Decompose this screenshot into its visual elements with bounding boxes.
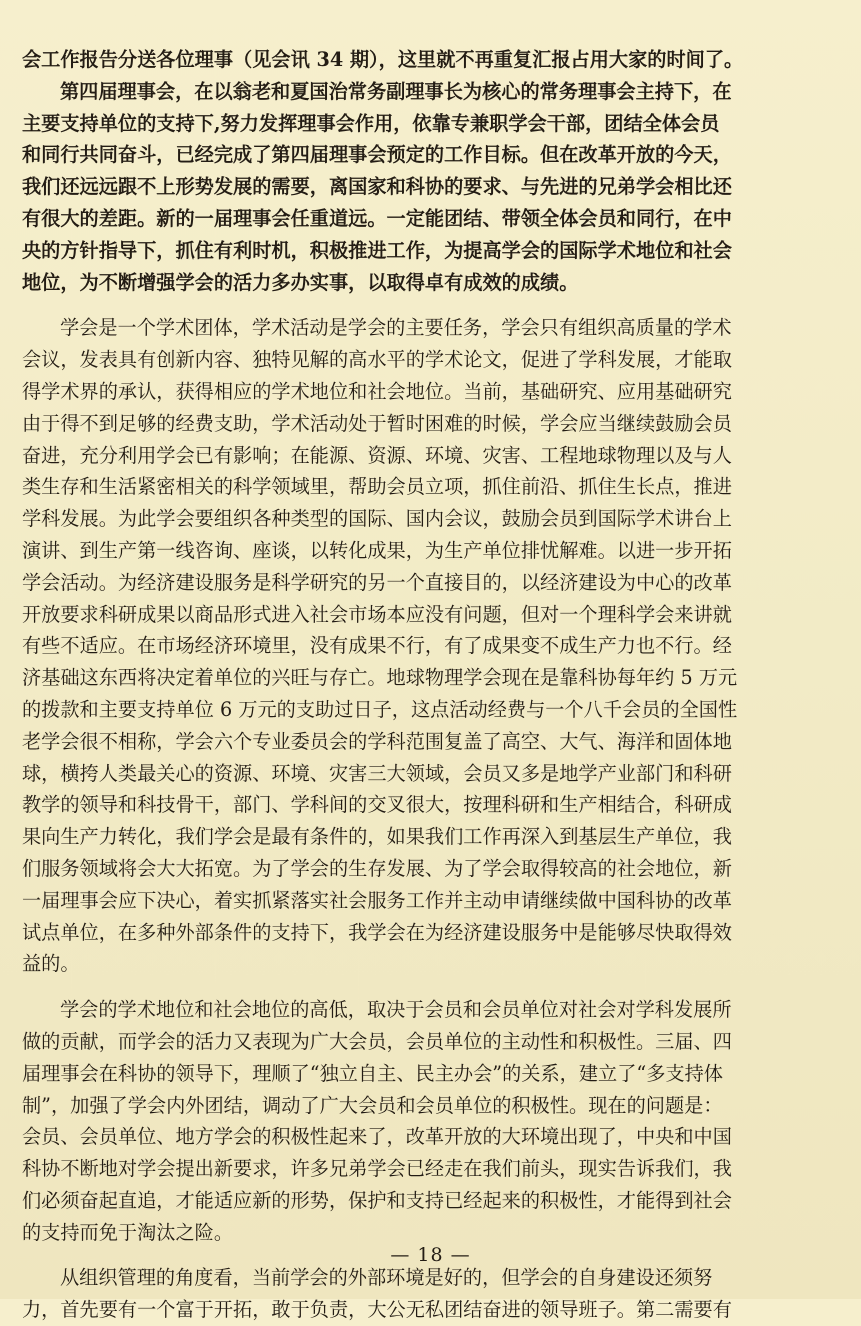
paragraph-member-initiative xyxy=(22,994,825,1248)
text-line: 央的方针指导下，抓住有利时机，积极推进工作，为提高学会的国际学术地位和社会 xyxy=(22,238,732,262)
text-line: 学会的学术地位和社会地位的高低，取决于会员和会员单位对社会对学科发展所 xyxy=(60,998,732,1022)
text-line: 得学术界的承认，获得相应的学术地位和社会地位。当前，基础研究、应用基础研究 xyxy=(22,379,732,403)
text-line: 主要支持单位的支持下,努力发挥理事会作用，依靠专兼职学会干部，团结全体会员 xyxy=(22,111,720,135)
text-line: 和同行共同奋斗，已经完成了第四届理事会预定的工作目标。但在改革开放的今天， xyxy=(22,143,732,167)
text-line: 第四届理事会，在以翁老和夏国治常务副理事长为核心的常务理事会主持下，在 xyxy=(60,79,732,103)
text-line: 会工作报告分送各位理事（见会讯 34 期），这里就不再重复汇报占用大家的时间了。 xyxy=(22,48,744,71)
text-line: 学科发展。为此学会要组织各种类型的国际、国内会议，鼓励会员到国际学术讲台上 xyxy=(22,507,732,531)
text-line: 做的贡献，而学会的活力又表现为广大会员，会员单位的主动性和积极性。三届、四 xyxy=(22,1029,732,1053)
text-line: 由于得不到足够的经费支助，学术活动处于暂时困难的时候，学会应当继续鼓励会员 xyxy=(22,411,732,435)
text-line: 会员、会员单位、地方学会的积极性起来了，改革开放的大环境出现了，中央和中国 xyxy=(22,1125,732,1149)
paragraph-organization-management xyxy=(22,1262,825,1326)
text-line: 科协不断地对学会提出新要求，许多兄弟学会已经走在我们前头，现实告诉我们，我 xyxy=(22,1157,732,1181)
text-line: 学会活动。为经济建设服务是科学研究的另一个直接目的，以经济建设为中心的改革 xyxy=(22,570,732,594)
text-line: 的支持而免于淘汰之险。 xyxy=(22,1220,234,1244)
text-line: 类生存和生活紧密相关的科学领域里，帮助会员立项，抓住前沿、抓住生长点，推进 xyxy=(22,475,732,499)
text-line: 们服务领域将会大大拓宽。为了学会的生存发展、为了学会取得较高的社会地位，新 xyxy=(22,856,732,880)
text-line: 开放要求科研成果以商品形式进入社会市场本应没有问题，但对一个理科学会来讲就 xyxy=(22,602,732,626)
text-line: 一届理事会应下决心，着实抓紧落实社会服务工作并主动申请继续做中国科协的改革 xyxy=(22,888,732,912)
text-line: 制”，加强了学会内外团结，调动了广大会员和会员单位的积极性。现在的问题是： xyxy=(22,1093,723,1117)
text-line: 地位，为不断增强学会的活力多办实事，以取得卓有成效的成绩。 xyxy=(22,270,579,294)
text-line: 老学会很不相称，学会六个专业委员会的学科范围复盖了高空、大气、海洋和固体地 xyxy=(22,729,732,753)
text-line: 届理事会在科协的领导下，理顺了“独立自主、民主办会”的关系，建立了“多支持体 xyxy=(22,1061,723,1085)
text-line: 从组织管理的角度看，当前学会的外部环境是好的，但学会的自身建设还须努 xyxy=(60,1266,713,1290)
paragraph-council-summary xyxy=(22,44,825,298)
text-line: 奋进，充分利用学会已有影响；在能源、资源、环境、灾害、工程地球物理以及与人 xyxy=(22,443,732,467)
text-line: 试点单位，在多种外部条件的支持下，我学会在为经济建设服务中是能够尽快取得效 xyxy=(22,920,732,944)
text-line: 济基础这东西将决定着单位的兴旺与存亡。地球物理学会现在是靠科协每年约 5 万元 xyxy=(22,666,738,690)
text-line: 我们还远远跟不上形势发展的需要，离国家和科协的要求、与先进的兄弟学会相比还 xyxy=(22,175,732,199)
text-line: 球，横挎人类最关心的资源、环境、灾害三大领域，会员又多是地学产业部门和科研 xyxy=(22,761,732,785)
text-line: 学会是一个学术团体，学术活动是学会的主要任务，学会只有组织高质量的学术 xyxy=(60,316,732,340)
text-line: 教学的领导和科技骨干，部门、学科间的交叉很大，按理科研和生产相结合，科研成 xyxy=(22,793,732,817)
text-line: 的拨款和主要支持单位 6 万元的支助过日子，这点活动经费与一个八千会员的全国性 xyxy=(22,697,738,721)
text-line: 有很大的差距。新的一届理事会任重道远。一定能团结、带领全体会员和同行，在中 xyxy=(22,206,732,230)
text-line: 益的。 xyxy=(22,952,80,976)
text-line: 果向生产力转化，我们学会是最有条件的，如果我们工作再深入到基层生产单位，我 xyxy=(22,825,732,849)
page-number: — 18 — xyxy=(390,1244,471,1266)
text-line: 有些不适应。在市场经济环境里，没有成果不行，有了成果变不成生产力也不行。经 xyxy=(22,634,732,658)
text-line: 力，首先要有一个富于开拓，敢于负责，大公无私团结奋进的领导班子。第二需要有 xyxy=(22,1298,732,1322)
text-line: 会议，发表具有创新内容、独特见解的高水平的学术论文，促进了学科发展，才能取 xyxy=(22,348,732,372)
text-line: 们必须奋起直追，才能适应新的形势，保护和支持已经起来的积极性，才能得到社会 xyxy=(22,1188,732,1212)
text-line: 演讲、到生产第一线咨询、座谈，以转化成果，为生产单位排忧解难。以进一步开拓 xyxy=(22,538,732,562)
paragraph-academic-activities xyxy=(22,312,825,980)
